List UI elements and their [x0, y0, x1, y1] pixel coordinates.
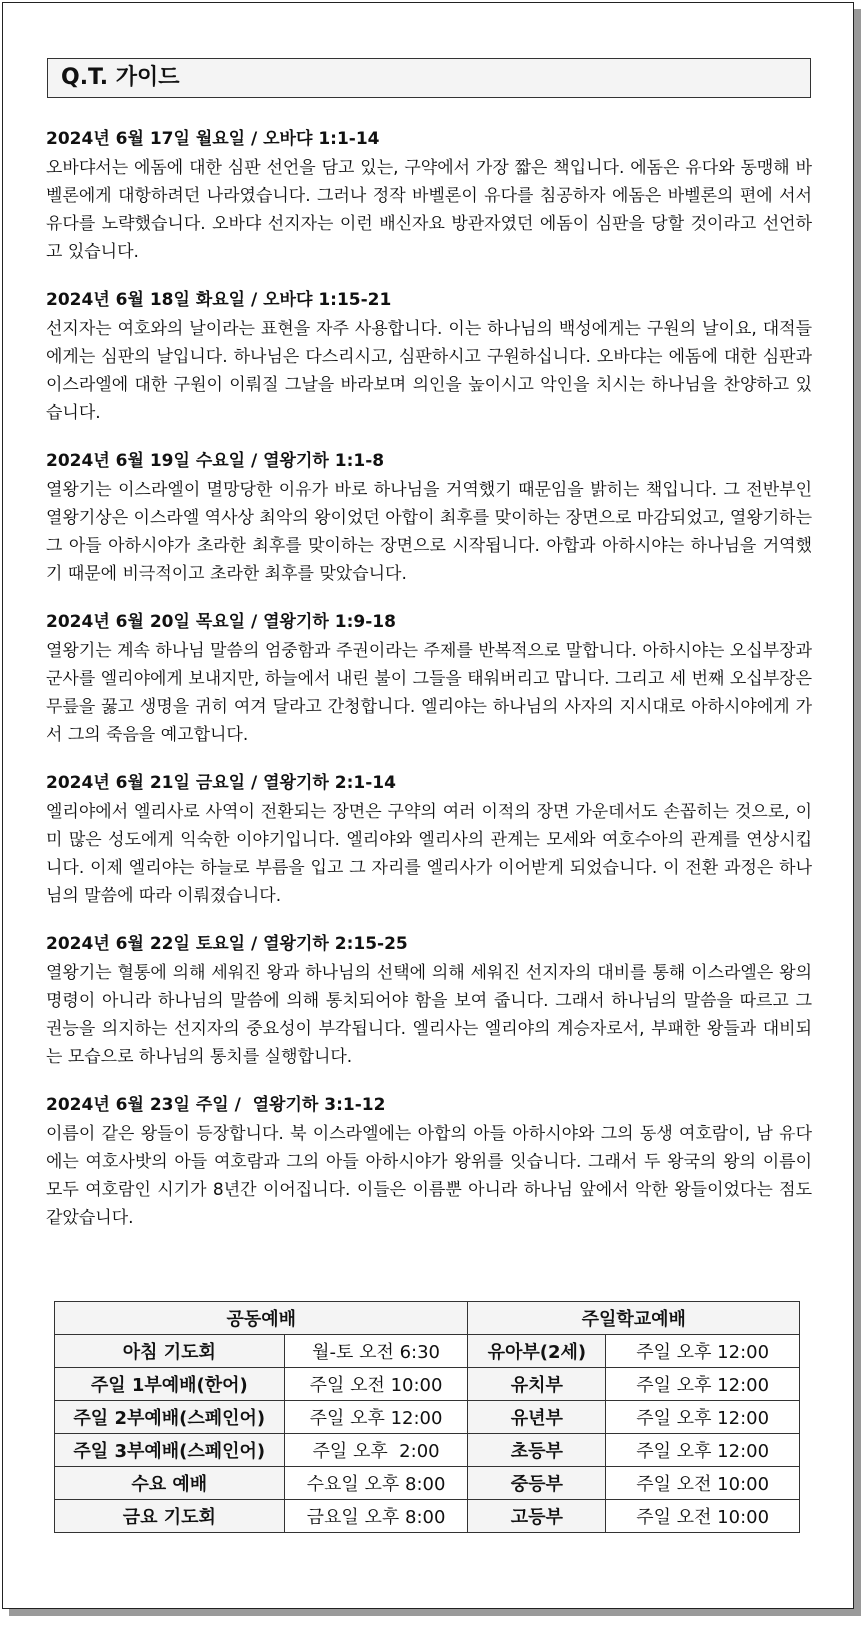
service-name: 금요 기도회: [55, 1500, 285, 1533]
service-name: 아침 기도회: [55, 1335, 285, 1368]
table-row: [55, 1467, 800, 1500]
service-name: 주일 2부예배(스페인어): [55, 1401, 285, 1434]
joint-worship-header: 공동예배: [55, 1302, 468, 1335]
entry-body: 이름이 같은 왕들이 등장합니다. 북 이스라엘에는 아합의 아들 아하시야와 그의 동생 여호람이, 남 유다에는 여호사밧의 아들 여호람과 그의 아들 아하시야가 왕위를 잇습니다. 그래서 두 왕국의 왕의 이름이 모두 여호람인 시기가 8년간 이어집니다. 이들은 이름뿐 아니라 하나님 앞에서 악한 왕들이었다는 점도 같았습니다.: [46, 1124, 812, 1228]
department-name: 초등부: [468, 1434, 606, 1467]
department-name: 유치부: [468, 1368, 606, 1401]
entry-body: 오바댜서는 에돔에 대한 심판 선언을 담고 있는, 구약에서 가장 짧은 책입니다. 에돔은 유다와 동맹해 바벨론에게 대항하려던 나라였습니다. 그러나 정작 바벨론이 유다를 침공하자 에돔은 바벨론의 편에 서서 유다를 노략했습니다. 오바댜 선지자는 이런 배신자요 방관자였던 에돔이 심판을 당할 것이라고 선언하고 있습니다.: [46, 158, 812, 262]
qt-entries: [46, 124, 812, 1251]
table-row: [55, 1434, 800, 1467]
service-time: 금요일 오후 8:00: [284, 1500, 468, 1533]
qt-entry: [46, 446, 812, 588]
service-name: 주일 3부예배(스페인어): [55, 1434, 285, 1467]
department-name: 유년부: [468, 1401, 606, 1434]
qt-entry: [46, 285, 812, 427]
qt-entry: [46, 768, 812, 910]
table-header-row: [55, 1302, 800, 1335]
department-time: 주일 오전 10:00: [606, 1500, 800, 1533]
service-name: 수요 예배: [55, 1467, 285, 1500]
table-row: [55, 1500, 800, 1533]
entry-body: 열왕기는 이스라엘이 멸망당한 이유가 바로 하나님을 거역했기 때문임을 밝히는 책입니다. 그 전반부인 열왕기상은 이스라엘 역사상 최악의 왕이었던 아합이 최후를 맞이하는 장면으로 마감되었고, 열왕기하는 그 아들 아하시야가 초라한 최후를 맞이하는 장면으로 시작됩니다. 아합과 아하시야는 하나님을 거역했기 때문에 비극적이고 초라한 최후를 맞았습니다.: [46, 480, 812, 584]
service-time: 주일 오후 2:00: [284, 1434, 468, 1467]
entry-heading: 2024년 6월 23일 주일 / 열왕기하 3:1-12: [46, 1095, 386, 1115]
entry-body: 열왕기는 계속 하나님 말씀의 엄중함과 주권이라는 주제를 반복적으로 말합니다. 아하시야는 오십부장과 군사를 엘리야에게 보내지만, 하늘에서 내린 불이 그들을 태워버리고 맙니다. 그리고 세 번째 오십부장은 무릎을 꿇고 생명을 귀히 여겨 달라고 간청합니다. 엘리야는 하나님의 사자의 지시대로 아하시야에게 가서 그의 죽음을 예고합니다.: [46, 641, 812, 745]
table-row: [55, 1368, 800, 1401]
entry-heading: 2024년 6월 20일 목요일 / 열왕기하 1:9-18: [46, 612, 396, 632]
entry-body: 엘리야에서 엘리사로 사역이 전환되는 장면은 구약의 여러 이적의 장면 가운데서도 손꼽히는 것으로, 이미 많은 성도에게 익숙한 이야기입니다. 엘리야와 엘리사의 관계는 모세와 여호수아의 관계를 연상시킵니다. 이제 엘리야는 하늘로 부름을 입고 그 자리를 엘리사가 이어받게 되었습니다. 이 전환 과정은 하나님의 말씀에 따라 이뤄졌습니다.: [46, 802, 812, 906]
entry-heading: 2024년 6월 19일 수요일 / 열왕기하 1:1-8: [46, 451, 385, 471]
department-time: 주일 오후 12:00: [606, 1335, 800, 1368]
qt-guide-title: Q.T. 가이드: [47, 58, 811, 98]
entry-heading: 2024년 6월 18일 화요일 / 오바댜 1:15-21: [46, 290, 392, 310]
qt-entry: [46, 124, 812, 266]
service-time: 주일 오후 12:00: [284, 1401, 468, 1434]
service-time: 주일 오전 10:00: [284, 1368, 468, 1401]
entry-heading: 2024년 6월 21일 금요일 / 열왕기하 2:1-14: [46, 773, 396, 793]
qt-entry: [46, 1090, 812, 1232]
department-name: 중등부: [468, 1467, 606, 1500]
entry-heading: 2024년 6월 22일 토요일 / 열왕기하 2:15-25: [46, 934, 408, 954]
entry-body: 선지자는 여호와의 날이라는 표현을 자주 사용합니다. 이는 하나님의 백성에게는 구원의 날이요, 대적들에게는 심판의 날입니다. 하나님은 다스리시고, 심판하시고 구원하십니다. 오바댜는 에돔에 대한 심판과 이스라엘에 대한 구원이 이뤄질 그날을 바라보며 의인을 높이시고 악인을 치시는 하나님을 찬양하고 있습니다.: [46, 319, 812, 423]
qt-entry: [46, 607, 812, 749]
table-row: [55, 1335, 800, 1368]
department-time: 주일 오후 12:00: [606, 1368, 800, 1401]
sunday-school-header: 주일학교예배: [468, 1302, 800, 1335]
qt-entry: [46, 929, 812, 1071]
table-row: [55, 1401, 800, 1434]
service-time: 수요일 오후 8:00: [284, 1467, 468, 1500]
department-name: 고등부: [468, 1500, 606, 1533]
department-time: 주일 오후 12:00: [606, 1401, 800, 1434]
entry-heading: 2024년 6월 17일 월요일 / 오바댜 1:1-14: [46, 129, 380, 149]
service-name: 주일 1부예배(한어): [55, 1368, 285, 1401]
department-time: 주일 오후 12:00: [606, 1434, 800, 1467]
department-time: 주일 오전 10:00: [606, 1467, 800, 1500]
worship-schedule-table: [54, 1301, 800, 1533]
service-time: 월-토 오전 6:30: [284, 1335, 468, 1368]
department-name: 유아부(2세): [468, 1335, 606, 1368]
entry-body: 열왕기는 혈통에 의해 세워진 왕과 하나님의 선택에 의해 세워진 선지자의 대비를 통해 이스라엘은 왕의 명령이 아니라 하나님의 말씀에 의해 통치되어야 함을 보여 줍니다. 그래서 하나님의 말씀을 따르고 그 권능을 의지하는 선지자의 중요성이 부각됩니다. 엘리사는 엘리야의 계승자로서, 부패한 왕들과 대비되는 모습으로 하나님의 통치를 실행합니다.: [46, 963, 812, 1067]
